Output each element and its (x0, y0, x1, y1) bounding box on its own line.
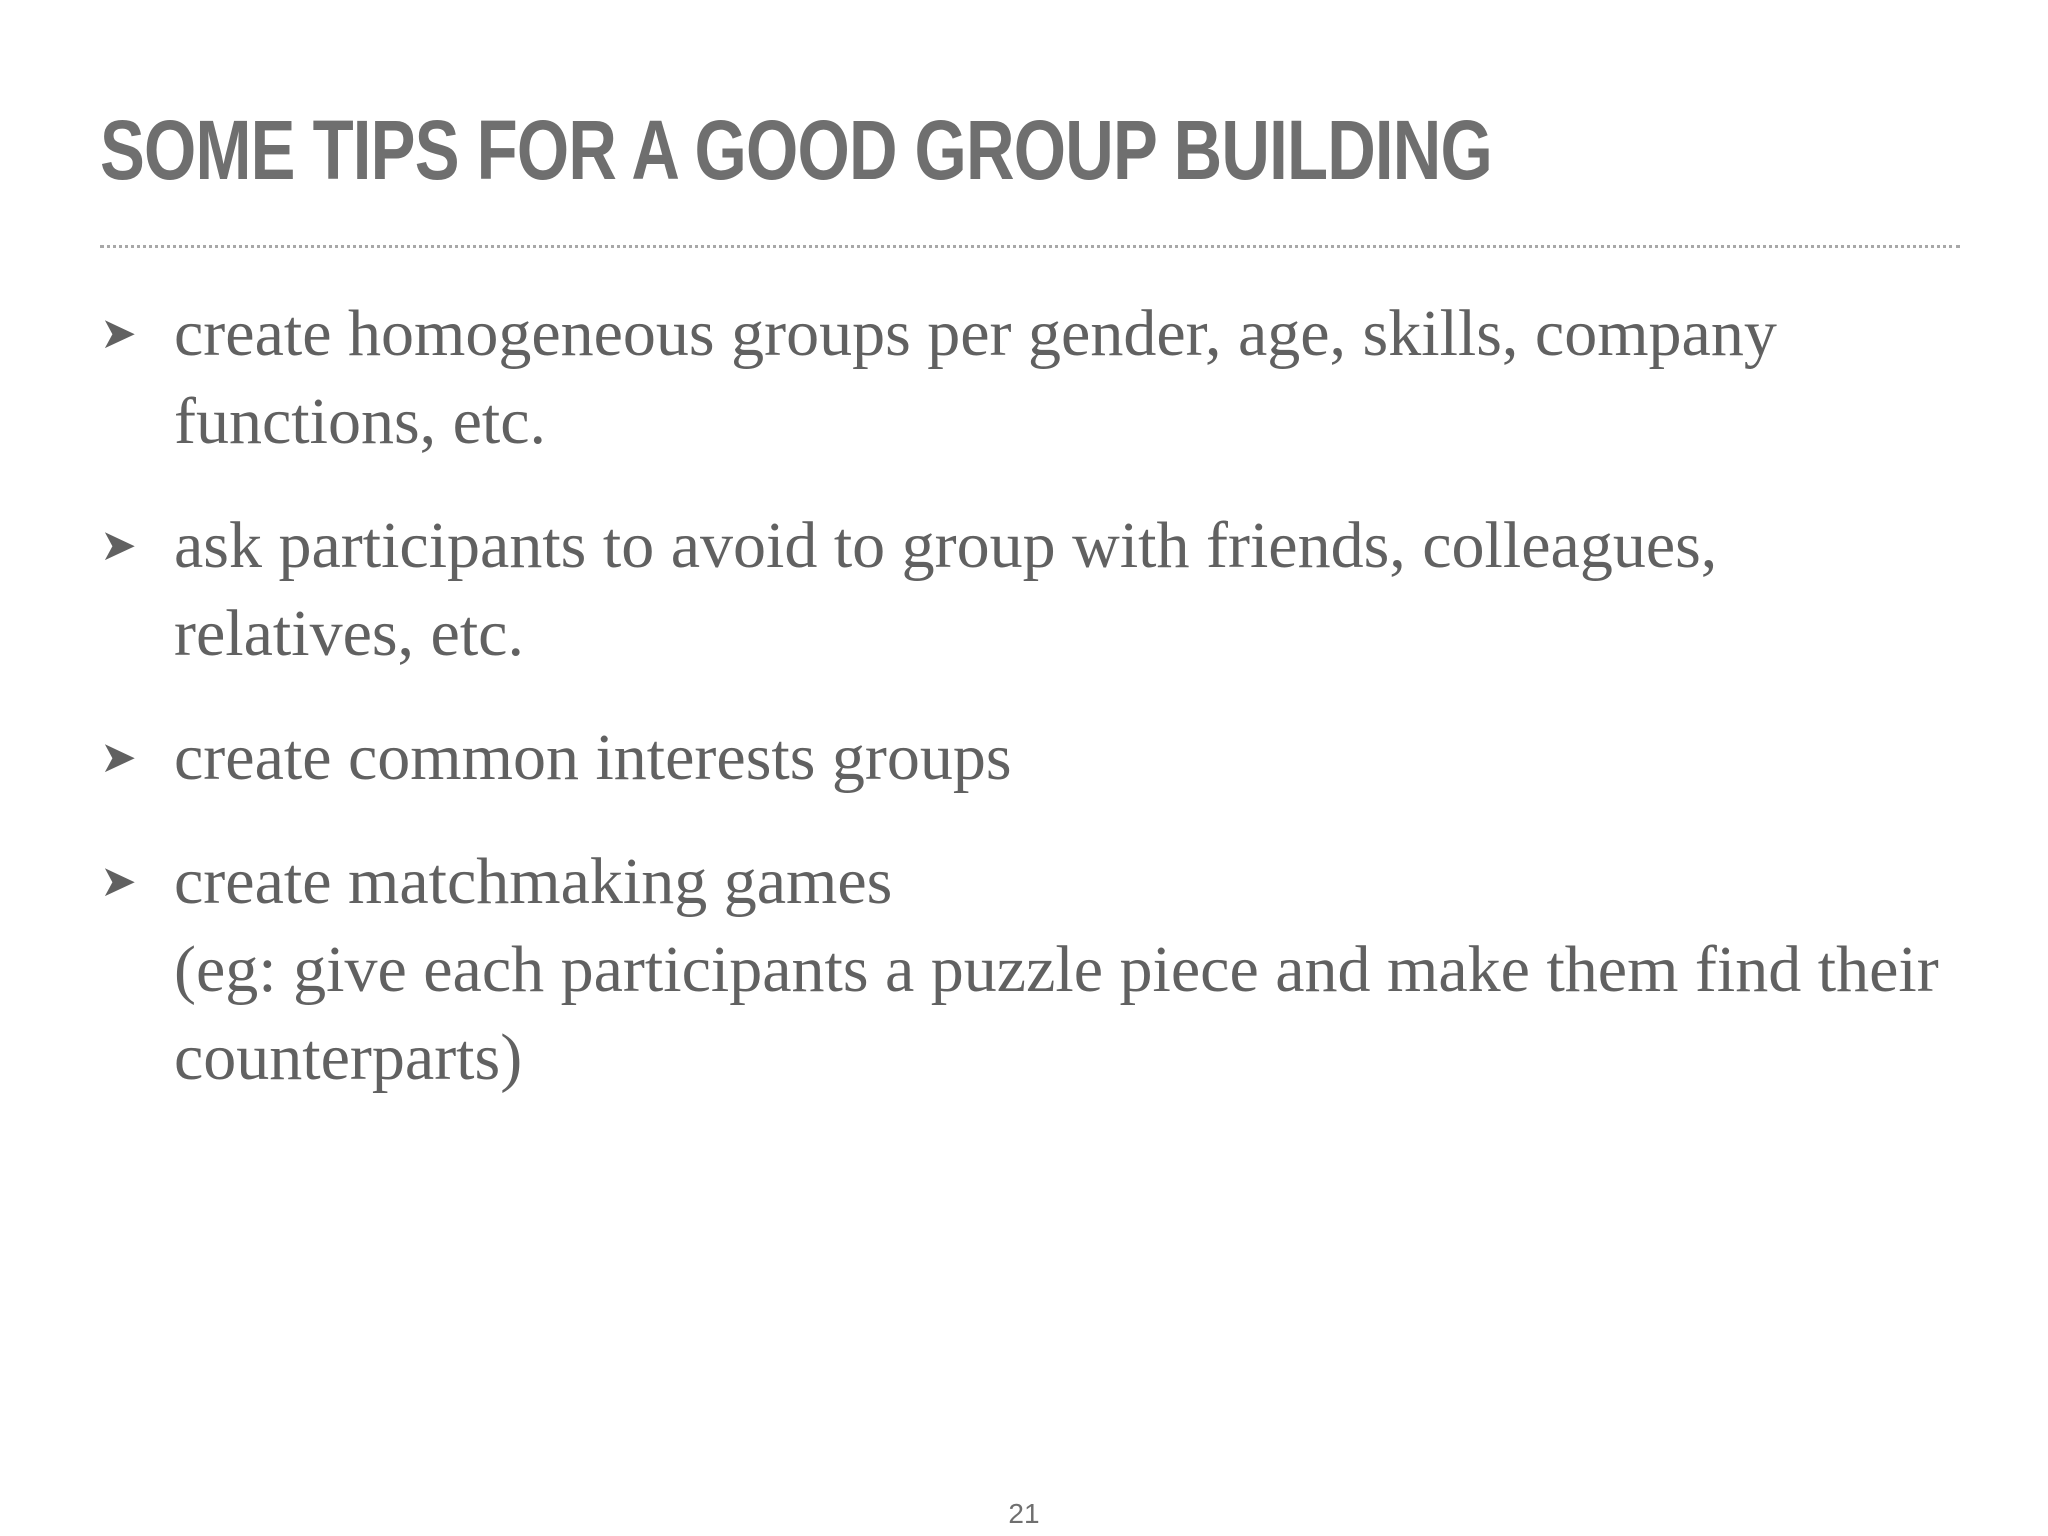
bullet-subtext: (eg: give each participants a puzzle piece and make them find their counterparts) (174, 933, 1939, 1094)
slide-title: SOME TIPS FOR A GOOD GROUP BUILDING (100, 103, 1492, 197)
bullet-text: create matchmaking games (174, 845, 893, 918)
page-number: 21 (1008, 1498, 1040, 1529)
bullet-item (100, 838, 1960, 1102)
bullet-list (100, 290, 1960, 1138)
bullet-text: create common interests groups (174, 721, 1012, 794)
bullet-item (100, 502, 1960, 678)
arrowhead-bullet-icon: ➤ (100, 732, 137, 783)
bullet-text: create homogeneous groups per gender, age, skills, company functions, etc. (174, 297, 1777, 458)
title-divider (100, 245, 1960, 248)
bullet-item (100, 290, 1960, 466)
arrowhead-bullet-icon: ➤ (100, 308, 137, 359)
bullet-text: ask participants to avoid to group with friends, colleagues, relatives, etc. (174, 509, 1718, 670)
arrowhead-bullet-icon: ➤ (100, 520, 137, 571)
bullet-item (100, 714, 1960, 802)
arrowhead-bullet-icon: ➤ (100, 856, 137, 907)
